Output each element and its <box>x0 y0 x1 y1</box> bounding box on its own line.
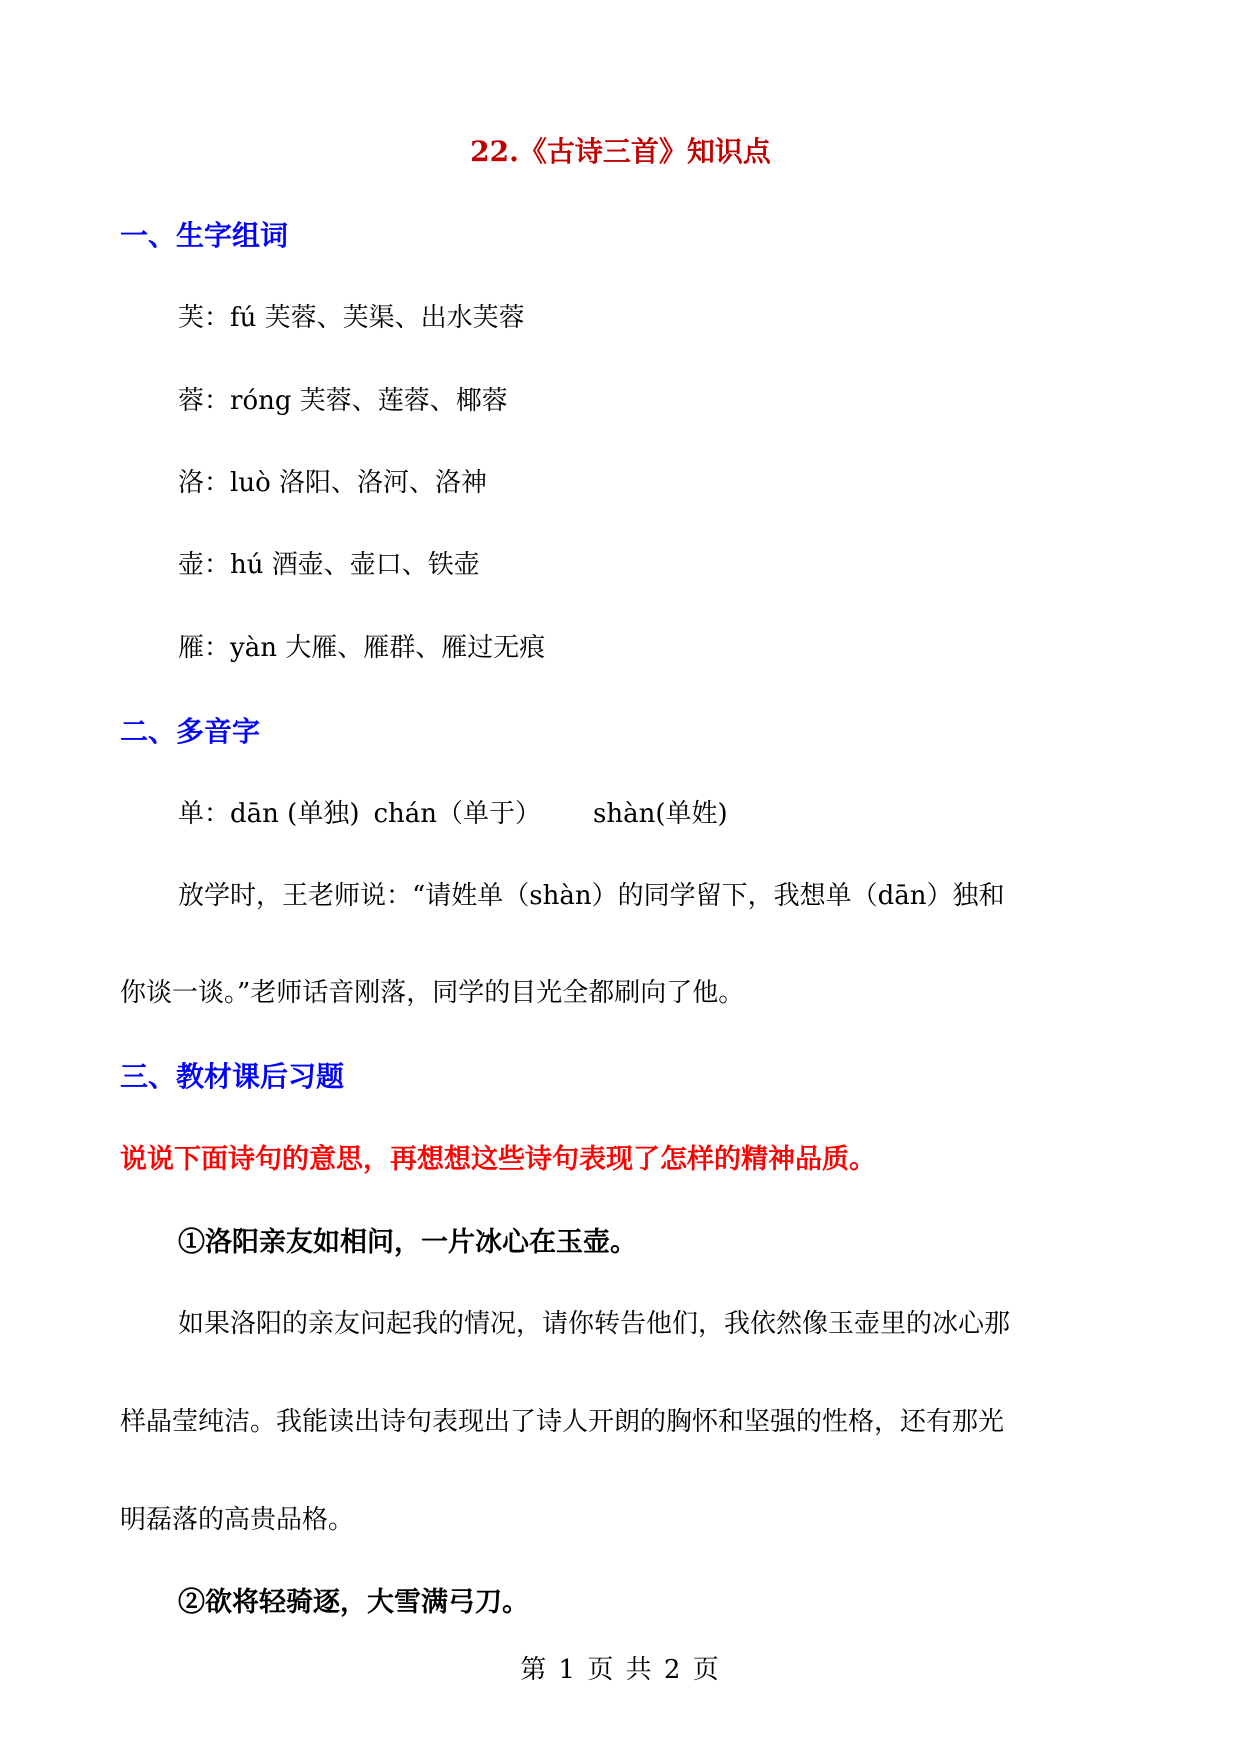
vocab-char: 雁： <box>178 633 231 663</box>
vocab-pinyin: yàn <box>230 633 277 663</box>
page-title: 22.《古诗三首》知识点 <box>470 135 771 168</box>
poem-quote: ①洛阳亲友如相问，一片冰心在玉壶。 <box>178 1227 637 1258</box>
vocab-char: 壶： <box>178 550 231 580</box>
polyphonic-reading-2: chán（单于） <box>373 799 542 829</box>
vocab-char: 蓉： <box>178 386 231 416</box>
poem-quote: ②欲将轻骑逐，大雪满弓刀。 <box>178 1587 529 1618</box>
vocab-entry <box>178 631 545 665</box>
section-heading-characters: 一、生字组词 <box>120 219 289 252</box>
vocab-entry <box>178 384 508 418</box>
vocab-pinyin: hú <box>230 550 264 580</box>
polyphonic-char: 单： <box>178 799 231 829</box>
example-paragraph-line: 你谈一谈。”老师话音刚落，同学的目光全都刷向了他。 <box>120 978 745 1008</box>
vocab-entry <box>178 301 525 335</box>
answer-line: 如果洛阳的亲友问起我的情况，请你转告他们，我依然像玉壶里的冰心那 <box>178 1309 1011 1339</box>
polyphonic-reading-3: shàn(单姓) <box>593 799 728 829</box>
example-paragraph-line: 放学时，王老师说：“请姓单（shàn）的同学留下，我想单（dān）独和 <box>178 881 1005 911</box>
vocab-entry <box>178 548 480 582</box>
page-footer: 第 1 页 共 2 页 <box>520 1655 721 1685</box>
vocab-pinyin: róng <box>230 386 292 416</box>
vocab-words: 芙蓉、莲蓉、椰蓉 <box>299 386 508 416</box>
section-heading-exercises: 三、教材课后习题 <box>120 1060 345 1093</box>
vocab-entry <box>178 466 487 500</box>
polyphonic-entry <box>178 797 728 831</box>
vocab-words: 洛阳、洛河、洛神 <box>279 468 488 498</box>
vocab-char: 洛： <box>178 468 231 498</box>
vocab-words: 芙蓉、芙渠、出水芙蓉 <box>264 303 525 333</box>
section-heading-polyphonic: 二、多音字 <box>120 715 261 748</box>
answer-line: 明磊落的高贵品格。 <box>120 1505 355 1535</box>
answer-line: 样晶莹纯洁。我能读出诗句表现出了诗人开朗的胸怀和坚强的性格，还有那光 <box>120 1407 1005 1437</box>
vocab-words: 大雁、雁群、雁过无痕 <box>285 633 546 663</box>
exercise-instruction: 说说下面诗句的意思，再想想这些诗句表现了怎样的精神品质。 <box>120 1144 876 1175</box>
polyphonic-reading-1: dān (单独) <box>230 799 360 829</box>
vocab-char: 芙： <box>178 303 231 333</box>
vocab-pinyin: luò <box>230 468 271 498</box>
vocab-pinyin: fú <box>230 303 257 333</box>
vocab-words: 酒壶、壶口、铁壶 <box>271 550 480 580</box>
